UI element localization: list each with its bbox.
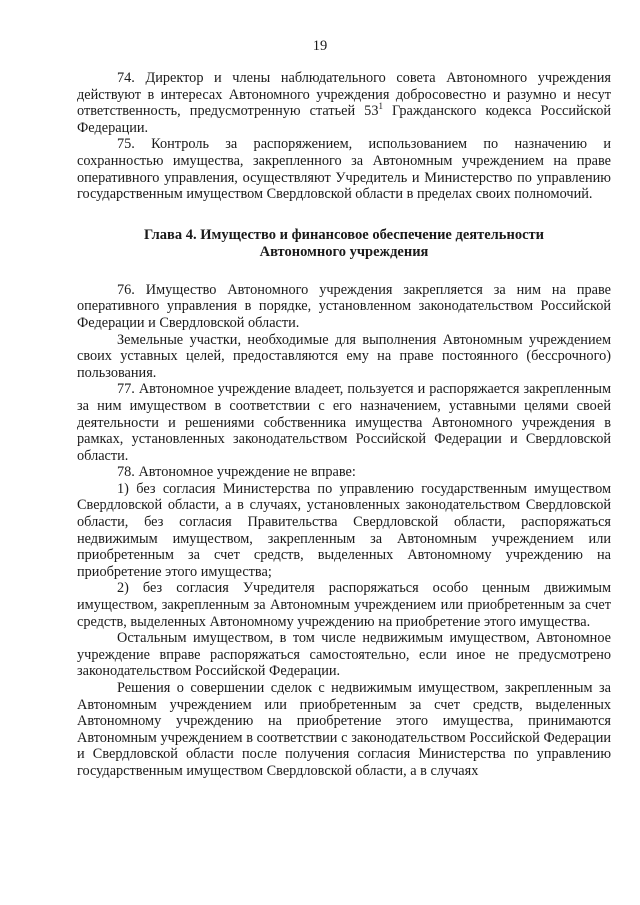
- paragraph-76: 76. Имущество Автономного учреждения закрепляется за ним на праве оперативного управления в порядке, установленном законодательством Российской Федерации и Свердловской области.: [77, 281, 611, 331]
- chapter-heading-line-2: Автономного учреждения: [259, 243, 429, 260]
- chapter-heading-line-1: Глава 4. Имущество и финансовое обеспечение деятельности: [144, 226, 544, 243]
- paragraph-74: [77, 70, 611, 136]
- paragraph-78: 78. Автономное учреждение не вправе:: [117, 464, 356, 481]
- paragraph-78-item-1: 1) без согласия Министерства по управлению государственным имуществом Свердловской области, а в случаях, установленных законодательством Свердловской области, без согласия Правительства Свердловской области, распоряжаться недвижимым имуществом, закрепленным за Автономным учреждением или приобретенным за счет средств, выделенных Автономному учреждению на приобретение этого имущества;: [77, 480, 611, 580]
- paragraph-other-property: Остальным имуществом, в том числе недвижимым имуществом, Автономное учреждение вправе распоряжаться самостоятельно, если иное не предусмотрено законодательством Российской Федерации.: [77, 630, 611, 680]
- page-number: 19: [312, 38, 328, 54]
- chapter-heading: [77, 227, 611, 261]
- paragraph-74-text: 74. Директор и члены наблюдательного совета Автономного учреждения действуют в интересах Автономного учреждения добросовестно и разумно и несут ответственность, предусмотренную статьей 53: [77, 70, 611, 120]
- paragraph-77: 77. Автономное учреждение владеет, пользуется и распоряжается закрепленным за ним имуществом в соответствии с его назначением, уставными целями своей деятельности и решениями собственника имущества Автономного учреждения в рамках, установленных законодательством Российской Федерации и Свердловской области.: [77, 381, 611, 464]
- paragraph-deals: Решения о совершении сделок с недвижимым имуществом, закрепленным за Автономным учреждением или приобретенным за счет средств, выделенных Автономному учреждению на приобретение этого имущества, принимаются Автономным учреждением в соответствии с законодательством Российской Федерации и Свердловской области после получения согласия Министерства по управлению государственным имуществом Свердловской области, а в случаях: [77, 680, 611, 779]
- paragraph-75: 75. Контроль за распоряжением, использованием по назначению и сохранностью имущества, закрепленного за Автономным учреждением на праве оперативного управления, осуществляют Учредитель и Министерство по управлению государственным имуществом Свердловской области в пределах своих полномочий.: [77, 136, 611, 203]
- document-body: [77, 70, 611, 780]
- paragraph-78-item-2: 2) без согласия Учредителя распоряжаться особо ценным движимым имуществом, закрепленным за Автономным учреждением или приобретенным за счет средств, выделенных Автономному учреждению на приобретение этого имущества.: [77, 580, 611, 630]
- article-superscript: 1: [378, 101, 383, 112]
- paragraph-76-land: Земельные участки, необходимые для выполнения Автономным учреждением своих уставных целей, предоставляются ему на праве постоянного (бессрочного) пользования.: [77, 331, 611, 381]
- paragraph-74-text-end: Гражданского кодекса Российской Федерации.: [77, 103, 611, 136]
